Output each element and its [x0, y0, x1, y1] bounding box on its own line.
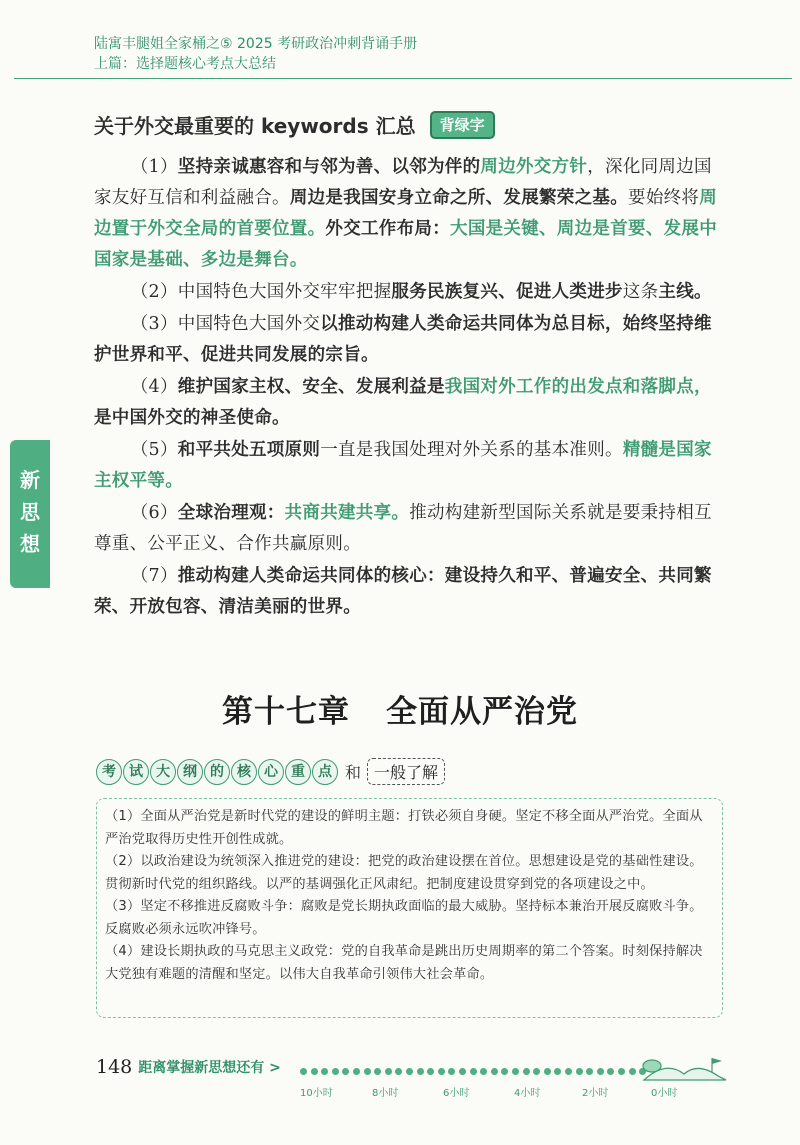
body-text: （5） — [130, 440, 178, 460]
chapter-number: 第十七章 — [222, 694, 350, 730]
outline-item: （4）建设长期执政的马克思主义政党：党的自我革命是跳出历史周期率的第二个答案。时刻保持解决大党独有难题的清醒和坚定。以伟大自我革命引领伟大社会革命。 — [105, 944, 703, 982]
keyword-paragraph — [94, 435, 722, 497]
mountain-decoration-icon — [626, 1050, 736, 1090]
circled-char: 重 — [285, 759, 311, 785]
side-tab-char: 新 — [20, 468, 40, 492]
progress-tick: 2小时 — [582, 1088, 609, 1099]
general-understanding-label: 一般了解 — [367, 758, 445, 785]
body-text: 推动构建新型国际关系就是要秉持相互尊重、公平正义、合作共赢原则。 — [94, 503, 712, 554]
progress-dot — [501, 1068, 508, 1075]
progress-tick: 10小时 — [300, 1088, 333, 1099]
body-text: 一直是我国处理对外关系的基本准则。 — [320, 440, 623, 460]
progress-dot — [385, 1068, 392, 1075]
progress-dot — [438, 1068, 445, 1075]
progress-dot — [364, 1068, 371, 1075]
circled-char: 的 — [204, 759, 230, 785]
page-footer — [96, 1056, 281, 1078]
keyword-paragraph — [94, 277, 722, 308]
progress-dot — [406, 1068, 413, 1075]
keywords-body — [94, 152, 722, 624]
progress-dot — [311, 1068, 318, 1075]
progress-dot — [523, 1068, 530, 1075]
section-title — [94, 110, 495, 139]
progress-tick: 8小时 — [372, 1088, 399, 1099]
progress-dot — [597, 1068, 604, 1075]
bold-text: 外交工作布局： — [325, 219, 451, 239]
bold-text: 以推动构建人类命运共同体为总目标，始终坚持维护世界和平、促进共同发展的宗旨。 — [94, 314, 712, 365]
bold-text: 周边是我国安身立命之所、发展繁荣之基。 — [289, 188, 629, 208]
progress-dot — [353, 1068, 360, 1075]
side-tab-char: 思 — [20, 500, 40, 524]
progress-caption: 距离掌握新思想还有 > — [138, 1060, 281, 1076]
circled-char: 大 — [150, 759, 176, 785]
progress-dot — [321, 1068, 328, 1075]
outline-item: （3）坚定不移推进反腐败斗争：腐败是党长期执政面临的最大威胁。坚持标本兼治开展反腐败斗争。反腐败必须永远吹冲锋号。 — [105, 899, 703, 937]
body-text: （4） — [130, 377, 178, 397]
body-text: 这条 — [622, 282, 659, 302]
and-connector: 和 — [345, 763, 362, 782]
progress-tick: 6小时 — [443, 1088, 470, 1099]
progress-dot — [607, 1068, 614, 1075]
header-part-title: 上篇：选择题核心考点大总结 — [94, 56, 276, 72]
header-book-title: 陆寓丰腿姐全家桶之⑤ 2025 考研政治冲刺背诵手册 — [94, 36, 418, 52]
progress-tick: 4小时 — [514, 1088, 541, 1099]
outline-box — [96, 798, 723, 1018]
side-section-tab — [10, 440, 50, 588]
progress-dot — [395, 1068, 402, 1075]
chapter-heading — [0, 686, 800, 731]
bold-text: 坚持亲诚惠容和与邻为善、以邻为伴的 — [177, 157, 481, 177]
outline-item: （1）全面从严治党是新时代党的建设的鲜明主题：打铁必须自身硬。坚定不移全面从严治党。全面从严治党取得历史性开创性成就。 — [105, 809, 703, 847]
bold-text: 推动构建人类命运共同体的核心：建设持久和平、普遍安全、共同繁荣、开放包容、清洁美丽的世界。 — [94, 566, 712, 617]
progress-dot — [342, 1068, 349, 1075]
progress-dot — [459, 1068, 466, 1075]
body-text: ，深化同周边国家友好互信和利益融合。 — [94, 157, 712, 208]
body-text: （7） — [130, 566, 178, 586]
circled-char: 试 — [123, 759, 149, 785]
header-divider — [14, 78, 792, 79]
progress-dots — [300, 1068, 660, 1078]
progress-dot — [470, 1068, 477, 1075]
green-keyword: 周边外交方针 — [480, 157, 588, 177]
running-header — [94, 34, 417, 74]
circled-char: 纲 — [177, 759, 203, 785]
circled-char: 核 — [231, 759, 257, 785]
bold-text: 服务民族复兴、促进人类进步 — [391, 282, 623, 302]
outline-item: （2）以政治建设为统领深入推进党的建设：把党的政治建设摆在首位。思想建设是党的基础性建设。贯彻新时代党的组织路线。以严的基调强化正风肃纪。把制度建设贯穿到党的各项建设之中。 — [105, 854, 703, 892]
circled-char: 考 — [96, 759, 122, 785]
keyword-paragraph — [94, 372, 722, 434]
progress-dot — [618, 1068, 625, 1075]
chapter-name: 全面从严治党 — [386, 694, 578, 730]
bold-text: 和平共处五项原则 — [177, 440, 321, 460]
keyword-paragraph — [94, 309, 722, 371]
keyword-paragraph — [94, 498, 722, 560]
green-keyword: 大国是关键、周边是首要、发展中国家是基础、多边是舞台。 — [94, 219, 718, 270]
progress-dot — [332, 1068, 339, 1075]
keyword-paragraph — [94, 561, 722, 623]
progress-dot — [565, 1068, 572, 1075]
body-text: （3）中国特色大国外交 — [130, 314, 321, 334]
progress-dot — [554, 1068, 561, 1075]
body-text: 要始终将 — [628, 188, 700, 208]
outline-label-row — [96, 758, 445, 785]
progress-dot — [533, 1068, 540, 1075]
progress-dot — [480, 1068, 487, 1075]
progress-tick: 0小时 — [651, 1088, 678, 1099]
bold-text: 是中国外交的神圣使命。 — [94, 408, 290, 428]
keyword-paragraph — [94, 152, 722, 276]
progress-dot — [448, 1068, 455, 1075]
key-points-label — [96, 759, 339, 785]
page-number: 148 — [96, 1056, 133, 1078]
bold-text: 主线。 — [658, 282, 712, 302]
progress-dot — [512, 1068, 519, 1075]
progress-dot — [427, 1068, 434, 1075]
progress-dot — [576, 1068, 583, 1075]
progress-dot — [586, 1068, 593, 1075]
progress-dot — [544, 1068, 551, 1075]
memorize-green-badge: 背绿字 — [430, 111, 495, 139]
progress-dot — [374, 1068, 381, 1075]
circled-char: 心 — [258, 759, 284, 785]
body-text: （1） — [130, 157, 178, 177]
circled-char: 点 — [312, 759, 338, 785]
green-keyword: 共商共建共享。 — [284, 503, 410, 523]
side-tab-char: 想 — [20, 532, 40, 556]
green-keyword: 周边置于外交全局的首要位置。 — [94, 188, 718, 239]
progress-dot — [491, 1068, 498, 1075]
progress-dot — [300, 1068, 307, 1075]
section-title-text: 关于外交最重要的 keywords 汇总 — [94, 114, 416, 138]
body-text: （6） — [130, 503, 178, 523]
bold-text: 全球治理观： — [177, 503, 285, 523]
bold-text: 维护国家主权、安全、发展利益是 — [177, 377, 445, 397]
body-text: （2）中国特色大国外交牢牢把握 — [130, 282, 392, 302]
progress-dot — [417, 1068, 424, 1075]
green-keyword: 我国对外工作的出发点和落脚点， — [444, 377, 712, 397]
green-keyword: 精髓是国家主权平等。 — [94, 440, 712, 491]
